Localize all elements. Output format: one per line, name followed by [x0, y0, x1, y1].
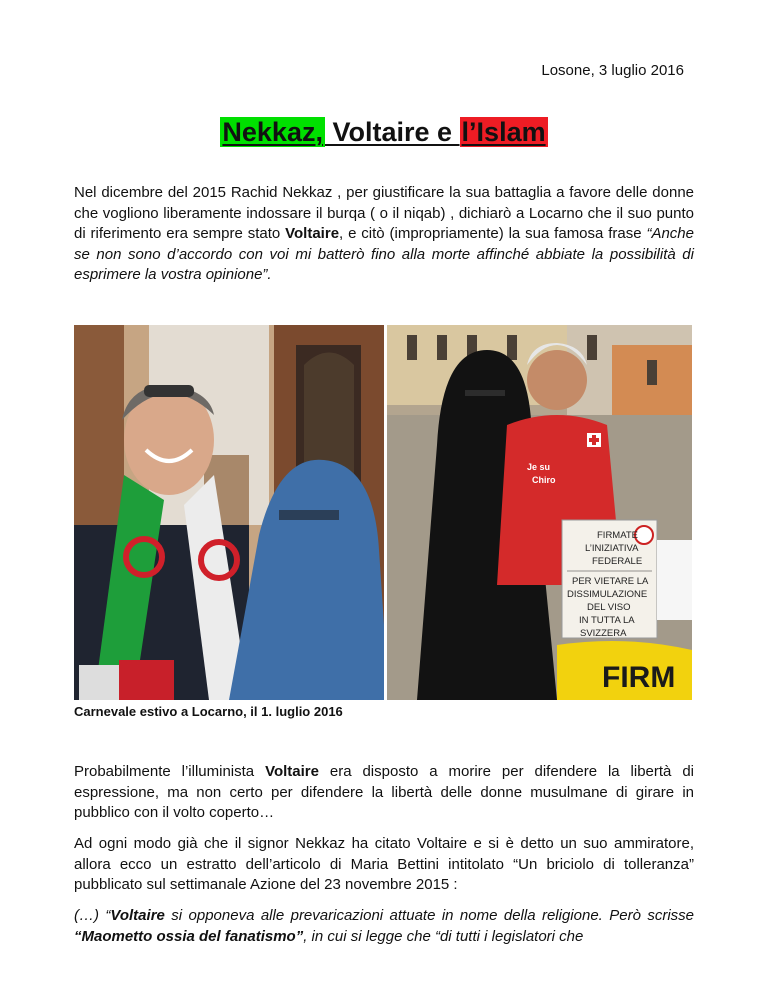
photo-left-illustration: [74, 325, 384, 700]
photo-right-illustration: [387, 325, 692, 700]
page-title: [220, 112, 547, 152]
title-container: [0, 112, 768, 152]
paragraph-article: Ad ogni modo già che il signor Nekkaz ha citato Voltaire e si è detto un suo ammiratore, allora ecco un estratto dell’articolo di Maria Bettini intitolato “Un briciolo di tolleranza” pubblicato sul settimanale Azione del 23 novembre 2015 :: [74, 835, 694, 893]
para4-text1: (…) “: [74, 907, 111, 924]
sign-line-2: L’INIZIATIVA: [585, 543, 639, 554]
para1-voltaire: Voltaire: [285, 225, 340, 242]
para1-text2: , e citò (impropriamente) la sua famosa frase: [339, 225, 647, 242]
sign-line-7: IN TUTTA LA: [579, 615, 635, 626]
title-part-voltaire: Voltaire e: [324, 117, 460, 147]
photo-caption: Carnevale estivo a Locarno, il 1. luglio 2016: [74, 704, 343, 719]
sign-line-8: SVIZZERA: [580, 628, 627, 639]
para4-voltaire: Voltaire: [110, 907, 165, 924]
photo-burqa-swiss: [387, 325, 692, 700]
para2-text1: Probabilmente l’illuminista: [74, 763, 266, 780]
sign-line-1: FIRMATE: [597, 530, 638, 541]
para4-text2: si opponeva alle prevaricazioni attuate in nome della religione. Però scrisse: [164, 907, 695, 924]
shirt-line2: Chiro: [532, 475, 556, 485]
paragraph-quote: [74, 906, 694, 947]
para1-quote: “Anche se non sono d’accordo con voi mi batterò fino alla morte affinché abbiate la possibilità di esprimere la vostra opinione”.: [74, 225, 694, 283]
shirt-line1: Je su: [527, 462, 551, 472]
para1-text1: Nel dicembre del 2015 Rachid Nekkaz , per giustificare la sua battaglia a favore delle donne che vogliono liberamente indossare il burqa ( o il niqab) , dichiarò a Locarno che il suo punto di riferimento era sempre stato: [74, 184, 694, 242]
sign-line-5: DISSIMULAZIONE: [567, 589, 648, 600]
photo-nekkaz-burqa: [74, 325, 384, 700]
sign-line-6: DEL VISO: [587, 602, 631, 613]
para2-voltaire: Voltaire: [265, 763, 319, 780]
para2-text2: era disposto a morire per difendere la libertà di espressione, ma non certo per difendere la libertà delle donne musulmane di girare in pubblico con il volto coperto…: [74, 763, 694, 821]
para4-text3: , in cui si legge che “di tutti i legislatori che: [303, 927, 584, 945]
sign-line-4: PER VIETARE LA: [572, 576, 649, 587]
sign-line-3: FEDERALE: [592, 556, 643, 567]
title-part-islam: l’Islam: [461, 117, 546, 147]
dateline: Losone, 3 luglio 2016: [541, 62, 684, 79]
title-part-nekkaz: Nekkaz,: [222, 117, 323, 147]
paragraph-voltaire: [74, 762, 694, 824]
paragraph-intro: [74, 183, 694, 286]
para4-title: “Maometto ossia del fanatismo”: [74, 927, 304, 945]
banner-text: FIRM: [602, 661, 676, 694]
